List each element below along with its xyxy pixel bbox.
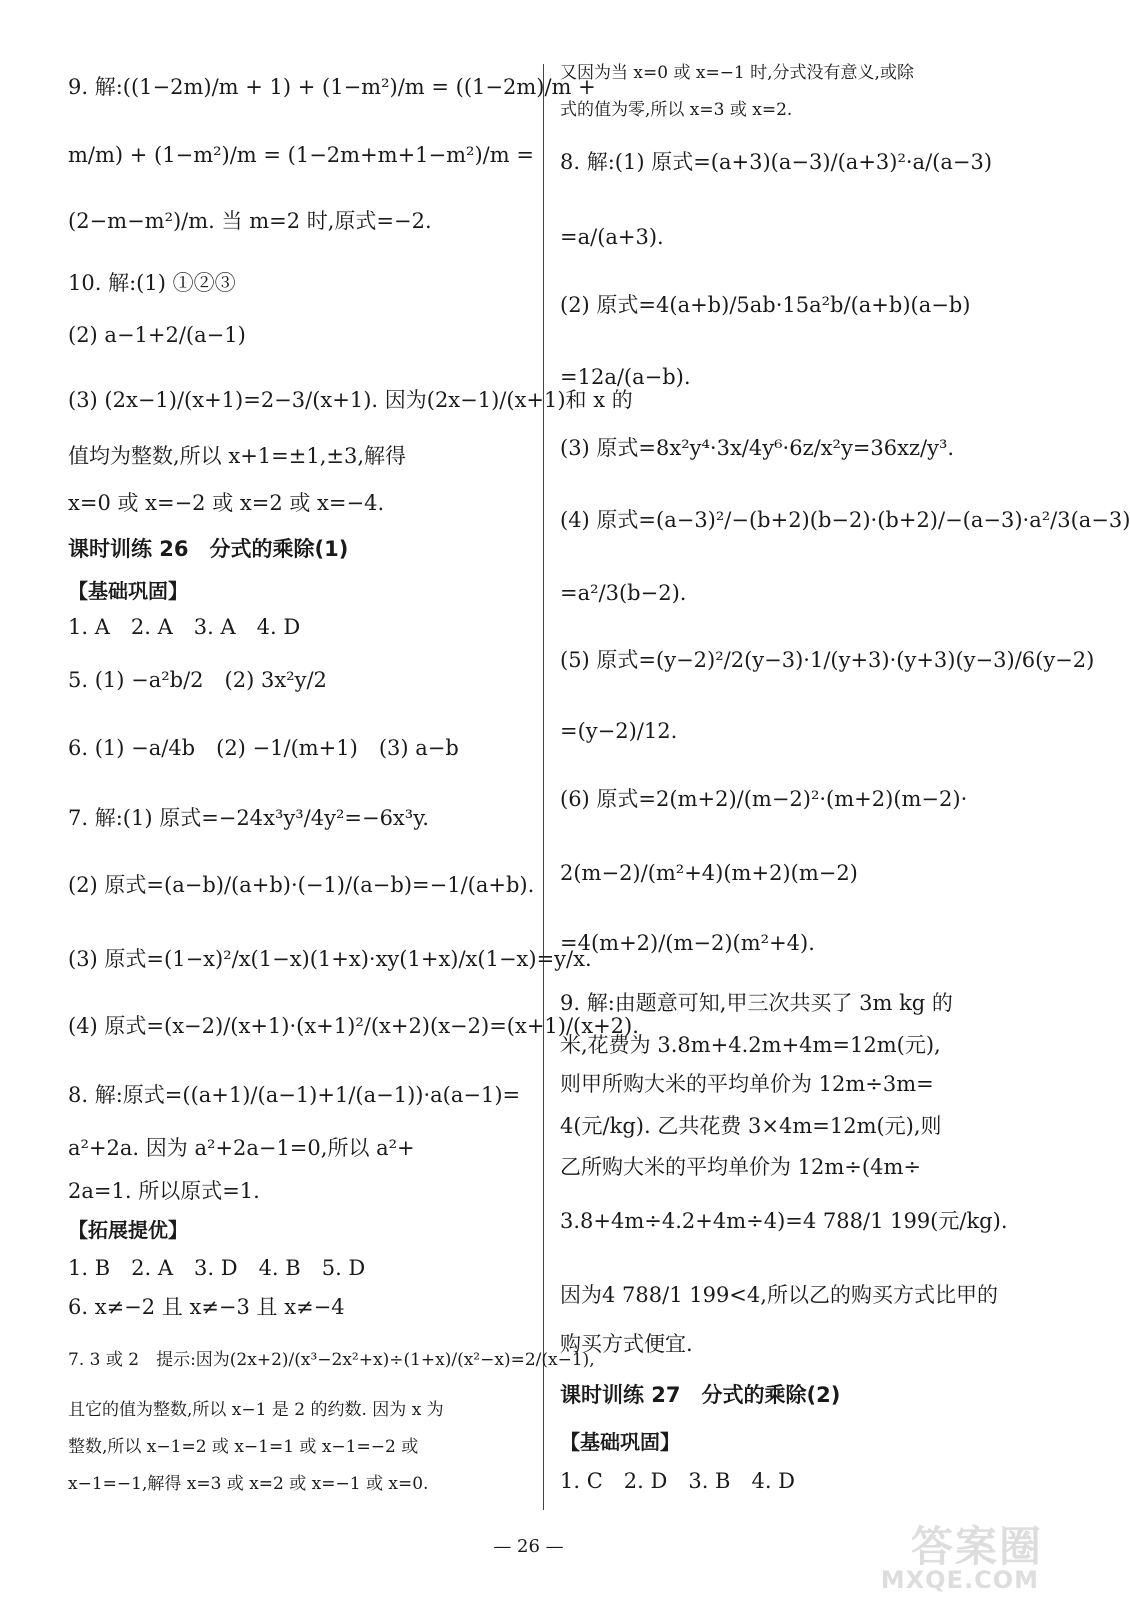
answer-line: (2) 原式=4(a+b)/5ab·15a²b/(a+b)(a−b)	[560, 293, 971, 317]
answer-line: m/m) + (1−m²)/m = (1−2m+m+1−m²)/m =	[68, 143, 534, 167]
answer-line: x=0 或 x=−2 或 x=2 或 x=−4.	[68, 491, 385, 515]
section-title: 课时训练 27 分式的乘除(2)	[560, 1383, 841, 1407]
answer-line: 购买方式便宜.	[560, 1332, 693, 1356]
answer-line: =4(m+2)/(m−2)(m²+4).	[560, 931, 815, 955]
answer-line: 1. B 2. A 3. D 4. B 5. D	[68, 1256, 366, 1280]
answer-line: 6. x≠−2 且 x≠−3 且 x≠−4	[68, 1295, 345, 1319]
watermark-bottom-text: MXQE.COM	[880, 1566, 1039, 1594]
answer-line: =a²/3(b−2).	[560, 581, 687, 605]
answer-line: 整数,所以 x−1=2 或 x−1=1 或 x−1=−2 或	[68, 1437, 419, 1457]
answer-line: 7. 3 或 2 提示:因为(2x+2)/(x³−2x²+x)÷(1+x)/(x²−x)=2/(x−1),	[68, 1350, 595, 1370]
column-divider	[543, 64, 544, 1510]
answer-line: (3) (2x−1)/(x+1)=2−3/(x+1). 因为(2x−1)/(x+1)和 x 的	[68, 388, 633, 412]
answer-line: 1. A 2. A 3. A 4. D	[68, 615, 301, 639]
answer-line: 2a=1. 所以原式=1.	[68, 1179, 260, 1203]
answer-line: 3.8+4m÷4.2+4m÷4)=4 788/1 199(元/kg).	[560, 1209, 1008, 1233]
answer-line: (4) 原式=(x−2)/(x+1)·(x+1)²/(x+2)(x−2)=(x+1)/(x+2).	[68, 1014, 639, 1038]
watermark-logo	[880, 1514, 1043, 1594]
answer-line: (2) 原式=(a−b)/(a+b)·(−1)/(a−b)=−1/(a+b).	[68, 873, 535, 897]
answer-line: =(y−2)/12.	[560, 719, 678, 743]
answer-line: (3) 原式=(1−x)²/x(1−x)(1+x)·xy(1+x)/x(1−x)=y/x.	[68, 947, 592, 971]
answer-line: =a/(a+3).	[560, 225, 664, 249]
answer-line: 8. 解:(1) 原式=(a+3)(a−3)/(a+3)²·a/(a−3)	[560, 150, 993, 174]
section-title: 课时训练 26 分式的乘除(1)	[68, 537, 349, 561]
answer-line: 5. (1) −a²b/2 (2) 3x²y/2	[68, 668, 327, 692]
answer-line: 4(元/kg). 乙共花费 3×4m=12m(元),则	[560, 1114, 942, 1138]
answer-line: =12a/(a−b).	[560, 365, 691, 389]
answer-line: (2) a−1+2/(a−1)	[68, 323, 246, 347]
answer-line: 又因为当 x=0 或 x=−1 时,分式没有意义,或除	[560, 63, 914, 83]
answer-line: 1. C 2. D 3. B 4. D	[560, 1469, 796, 1493]
answer-line: 米,花费为 3.8m+4.2m+4m=12m(元),	[560, 1033, 941, 1057]
answer-line: 9. 解:((1−2m)/m + 1) + (1−m²)/m = ((1−2m)/m +	[68, 75, 596, 99]
answer-line: 8. 解:原式=((a+1)/(a−1)+1/(a−1))·a(a−1)=	[68, 1083, 521, 1107]
answer-line: 9. 解:由题意可知,甲三次共买了 3m kg 的	[560, 991, 953, 1015]
answer-line: 乙所购大米的平均单价为 12m÷(4m÷	[560, 1155, 921, 1179]
subsection-label: 【拓展提优】	[68, 1218, 188, 1242]
answer-line: (3) 原式=8x²y⁴·3x/4y⁶·6z/x²y=36xz/y³.	[560, 436, 955, 460]
subsection-label: 【基础巩固】	[560, 1430, 680, 1454]
answer-line: 10. 解:(1) ①②③	[68, 271, 236, 295]
answer-line: 6. (1) −a/4b (2) −1/(m+1) (3) a−b	[68, 736, 459, 760]
answer-line: 则甲所购大米的平均单价为 12m÷3m=	[560, 1072, 934, 1096]
answer-line: (2−m−m²)/m. 当 m=2 时,原式=−2.	[68, 209, 432, 233]
watermark-top-text: 答案圈	[910, 1522, 1043, 1571]
answer-line: 7. 解:(1) 原式=−24x³y³/4y²=−6x³y.	[68, 806, 429, 830]
answer-line: x−1=−1,解得 x=3 或 x=2 或 x=−1 或 x=0.	[68, 1474, 429, 1494]
answer-line: (5) 原式=(y−2)²/2(y−3)·1/(y+3)·(y+3)(y−3)/6(y−2)	[560, 648, 1095, 672]
subsection-label: 【基础巩固】	[68, 579, 188, 603]
answer-line: 2(m−2)/(m²+4)(m+2)(m−2)	[560, 861, 858, 885]
answer-line: 值均为整数,所以 x+1=±1,±3,解得	[68, 444, 407, 468]
answer-line: 式的值为零,所以 x=3 或 x=2.	[560, 100, 793, 120]
answer-line: a²+2a. 因为 a²+2a−1=0,所以 a²+	[68, 1136, 415, 1160]
answer-line: 因为4 788/1 199<4,所以乙的购买方式比甲的	[560, 1283, 998, 1307]
answer-line: (4) 原式=(a−3)²/−(b+2)(b−2)·(b+2)/−(a−3)·a²/3(a−3)	[560, 508, 1130, 532]
answer-line: 且它的值为整数,所以 x−1 是 2 的约数. 因为 x 为	[68, 1400, 444, 1420]
answer-line: (6) 原式=2(m+2)/(m−2)²·(m+2)(m−2)·	[560, 787, 968, 811]
page-number: — 26 —	[493, 1536, 564, 1557]
